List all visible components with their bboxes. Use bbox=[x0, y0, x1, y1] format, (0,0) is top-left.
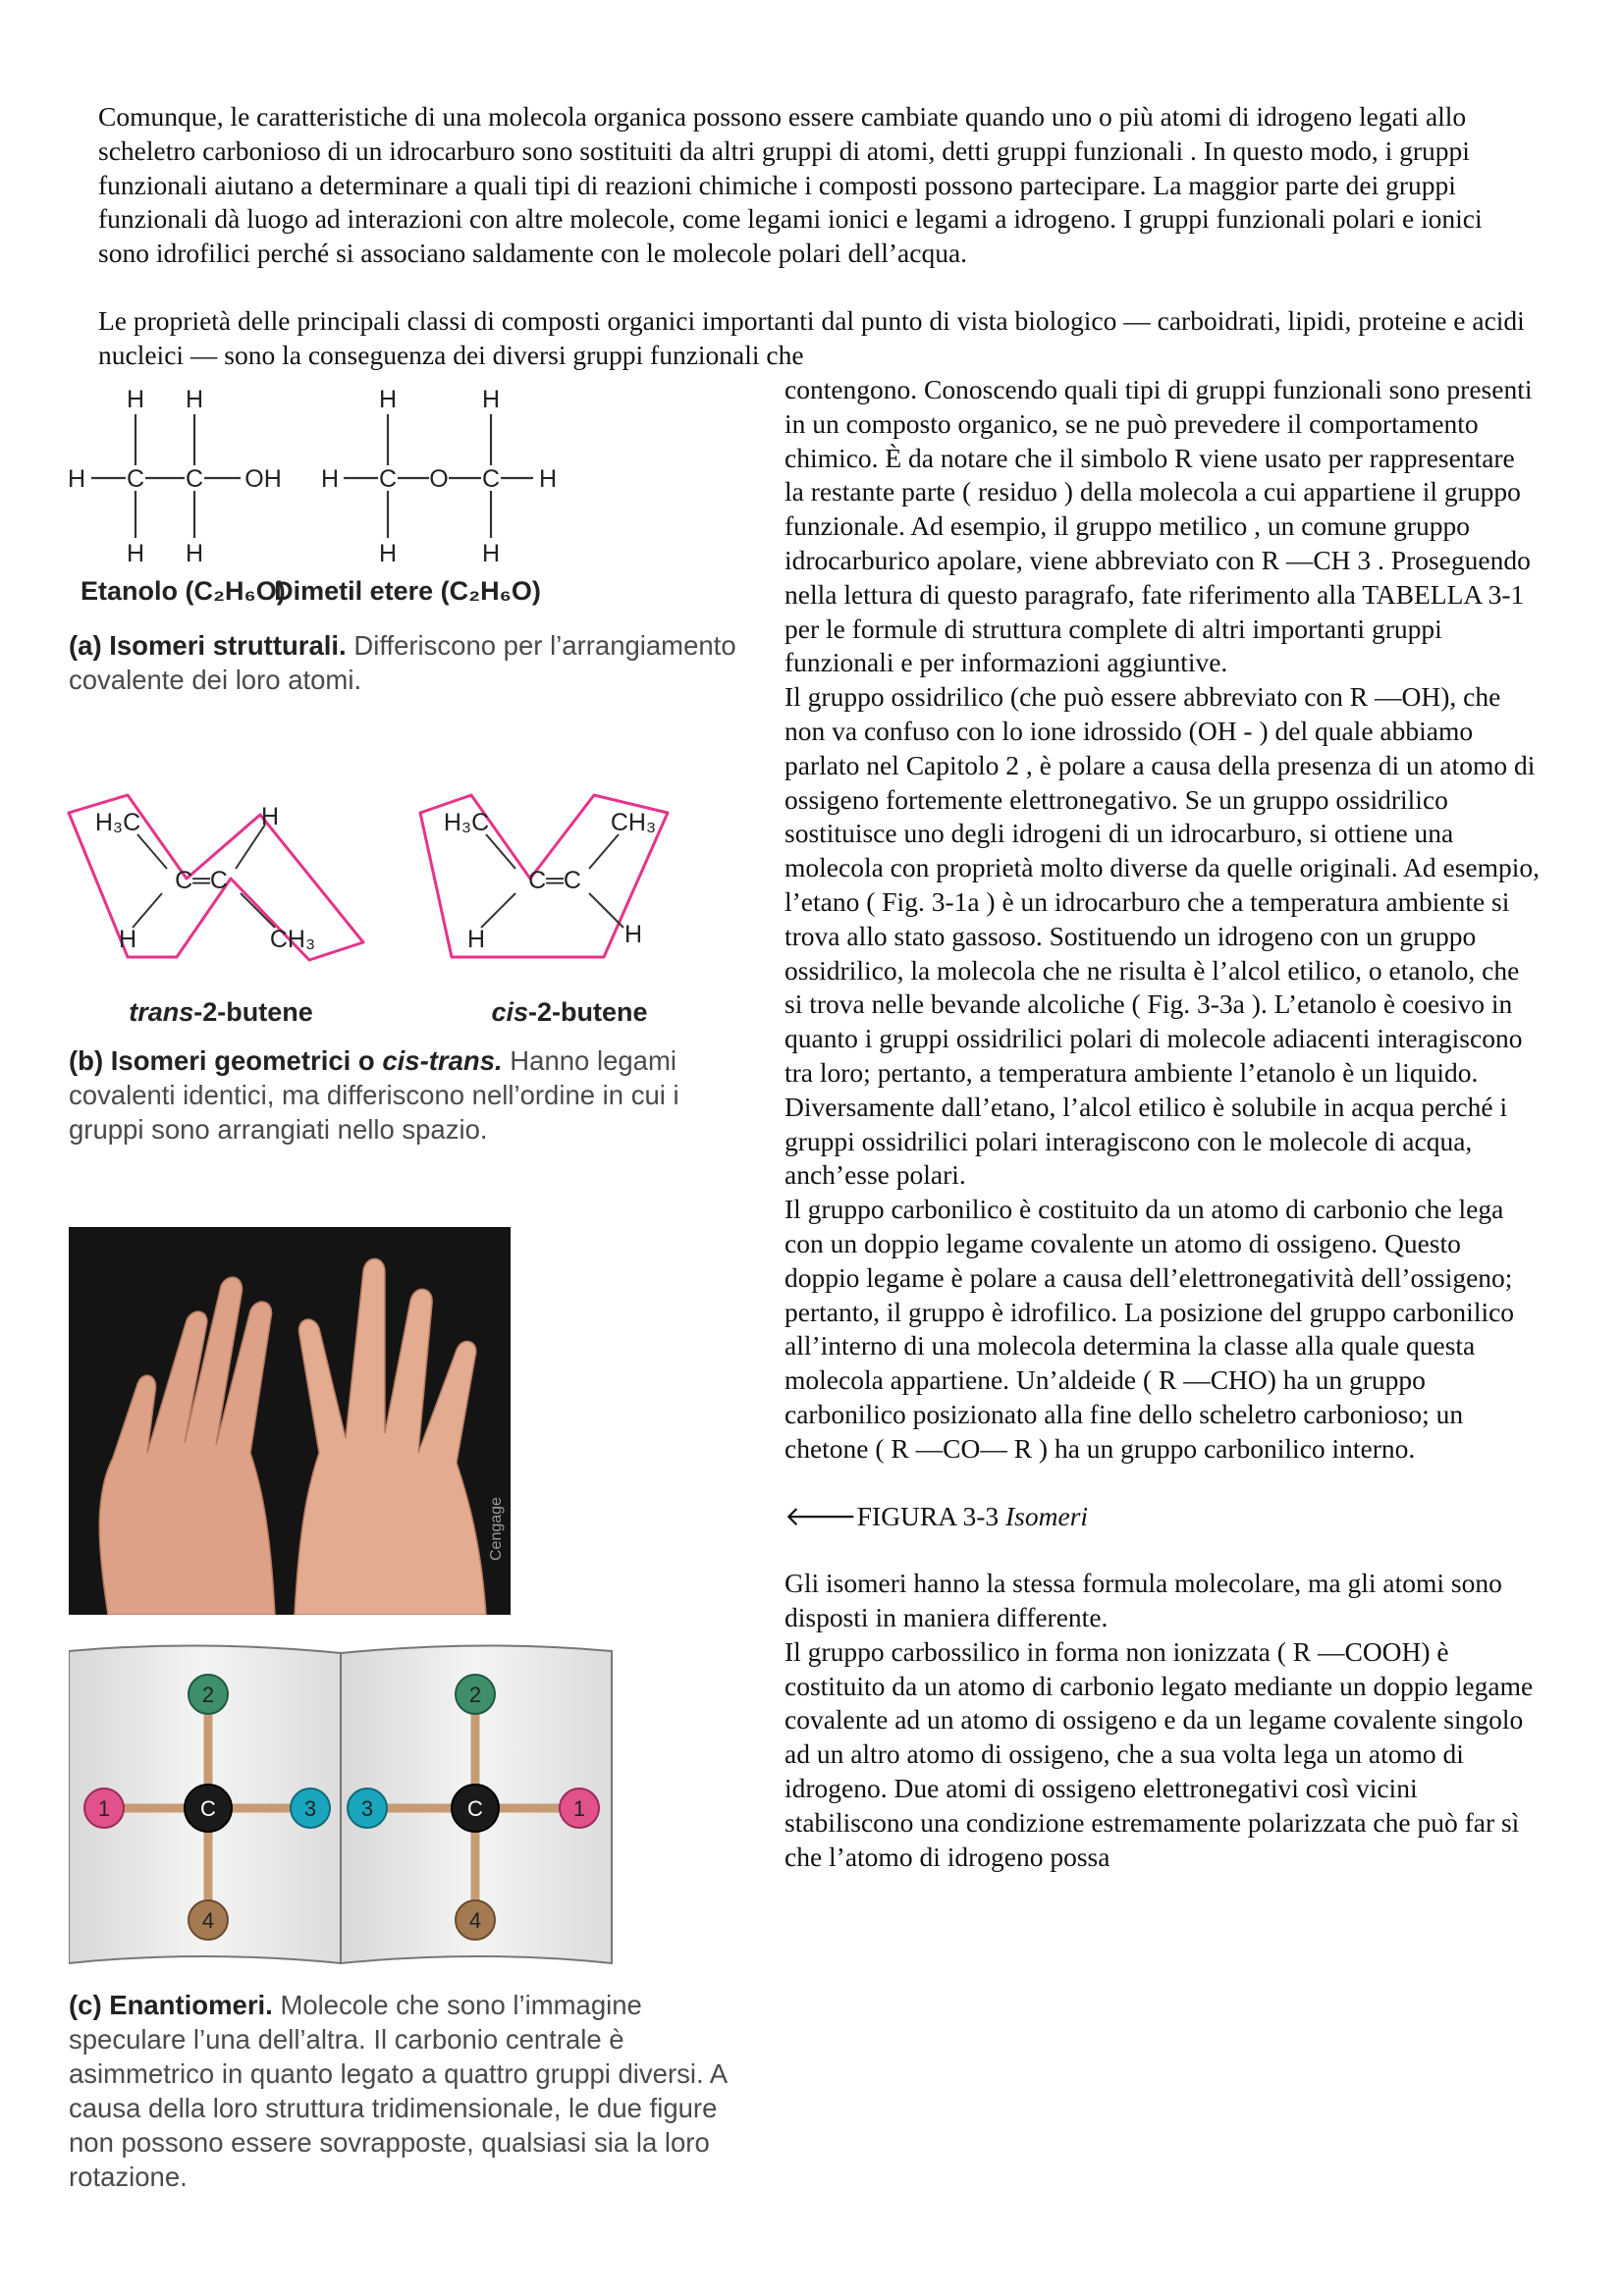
figure-a-structural-isomers bbox=[59, 383, 727, 618]
caption-a bbox=[69, 628, 756, 697]
ethanol-c1: C bbox=[126, 465, 145, 493]
ether-label: Dimetil etere (C₂H₆O) bbox=[274, 576, 541, 606]
left-label-4: 4 bbox=[201, 1908, 215, 1933]
ether-h-right: H bbox=[538, 465, 558, 493]
paragraph-isomers: Gli isomeri hanno la stessa formula molecolare, ma gli atomi sono disposti in maniera differente. bbox=[784, 1568, 1502, 1633]
caption-a-title: (a) Isomeri strutturali. bbox=[69, 630, 347, 661]
left-label-2: 2 bbox=[201, 1682, 215, 1707]
ethanol-label: Etanolo (C₂H₆O) bbox=[81, 576, 286, 606]
trans-h-bottom: H bbox=[118, 926, 137, 953]
cis-h-left: H bbox=[466, 926, 486, 953]
right-label-c: C bbox=[467, 1796, 483, 1821]
caption-b-text: Hanno legami covalenti identici, ma differiscono nell’ordine in cui i gruppi sono arrangiati nello spazio. bbox=[69, 1045, 679, 1145]
caption-b-title: (b) Isomeri geometrici o bbox=[69, 1045, 383, 1076]
cis-ch3: CH₃ bbox=[610, 809, 657, 836]
cis-cc: C═C bbox=[528, 867, 581, 894]
ethanol-h-top2: H bbox=[185, 386, 204, 413]
paragraph-properties-cont: contengono. Conoscendo quali tipi di gruppi funzionali sono presenti in un composto organico, se ne può prevedere il comportamento chimico. È da notare che il simbolo R viene usato per rappresentare la restante parte ( residuo ) della molecola a cui appartiene il gruppo funzionale. Ad esempio, il gruppo metilico , un comune gruppo idrocarburico apolare, viene abbreviato con R —CH 3 . Proseguendo nella lettura di questo paragrafo, fate riferimento alla TABELLA 3-1 per le formule di struttura complete di altri importanti gruppi funzionali e per informazioni aggiuntive. bbox=[784, 374, 1533, 678]
ether-o: O bbox=[429, 465, 449, 493]
caption-c bbox=[69, 1988, 756, 2194]
right-label-1: 1 bbox=[572, 1796, 586, 1821]
figure-reference-title: Isomeri bbox=[1005, 1500, 1089, 1531]
figure-reference bbox=[784, 1500, 1541, 1534]
ether-h-top1: H bbox=[378, 386, 398, 413]
photo-credit: Cengage bbox=[488, 1497, 505, 1561]
right-label-4: 4 bbox=[468, 1908, 482, 1933]
caption-a-text: Differiscono per l’arrangiamento covalente dei loro atomi. bbox=[69, 630, 736, 695]
right-label-2: 2 bbox=[468, 1682, 482, 1707]
ethanol-h-bot2: H bbox=[185, 540, 204, 567]
ether-h-top2: H bbox=[481, 386, 501, 413]
left-label-3: 3 bbox=[303, 1796, 317, 1821]
cis-h3c: H₃C bbox=[443, 809, 490, 836]
cis-label bbox=[491, 997, 647, 1027]
trans-ch3: CH₃ bbox=[269, 926, 316, 953]
trans-h-top: H bbox=[260, 803, 280, 830]
paragraph-properties-intro: Le proprietà delle principali classi di composti organici importanti dal punto di vista biologico — carboidrati, lipidi, proteine e acidi nucleici — sono la conseguenza dei diversi gruppi funzionali che bbox=[98, 305, 1525, 370]
cis-h-right: H bbox=[623, 921, 643, 948]
ethanol-h-left: H bbox=[67, 465, 86, 493]
hands-photo bbox=[69, 1227, 511, 1615]
ether-h-bot2: H bbox=[481, 540, 501, 567]
caption-c-title: (c) Enantiomeri. bbox=[69, 1990, 273, 2020]
ethanol-h-top1: H bbox=[126, 386, 145, 413]
ethanol-oh: OH bbox=[244, 465, 282, 493]
ether-c2: C bbox=[481, 465, 501, 493]
trans-h3c: H₃C bbox=[94, 809, 141, 836]
figure-reference-prefix: 🡐FIGURA 3-3 bbox=[784, 1500, 1006, 1531]
trans-label bbox=[129, 997, 313, 1027]
enantiomers-diagram bbox=[69, 1639, 619, 1973]
caption-b bbox=[69, 1043, 756, 1147]
ether-h-bot1: H bbox=[378, 540, 398, 567]
right-column bbox=[784, 373, 1541, 1874]
paragraph-functional-groups: Comunque, le caratteristiche di una molecola organica possono essere cambiate quando uno o più atomi di idrogeno legati allo scheletro carbonioso di un idrocarburo sono sostituiti da altri gruppi di atomi, detti gruppi funzionali . In questo modo, i gruppi funzionali aiutano a determinare a quali tipi di reazioni chimiche i composti possono partecipare. La maggior parte dei gruppi funzionali dà luogo ad interazioni con altre molecole, come legami ionici e legami a idrogeno. I gruppi funzionali polari e ionici sono idrofilici perché si associano saldamente con le molecole polari dell’acqua. bbox=[98, 101, 1483, 269]
ether-h-left: H bbox=[320, 465, 340, 493]
cis-label-rest: -2-butene bbox=[528, 997, 648, 1027]
caption-c-text: Molecole che sono l’immagine speculare l’una dell’altra. Il carbonio centrale è asimmetrico in quanto legato a quattro gruppi diversi. A causa della loro struttura tridimensionale, le due figure non possono essere sovrapposte, qualsiasi sia la loro rotazione. bbox=[69, 1990, 727, 2192]
right-label-3: 3 bbox=[360, 1796, 374, 1821]
trans-label-italic: trans bbox=[129, 997, 194, 1027]
paragraph-carbonyl: Il gruppo carbonilico è costituito da un atomo di carbonio che lega con un doppio legame covalente un atomo di ossigeno. Questo doppio legame è polare a causa dell’elettronegatività dell’ossigeno; pertanto, il gruppo è idrofilico. La posizione del gruppo carbonilico all’interno di una molecola determina la classe alla quale questa molecola appartiene. Un’aldeide ( R —CHO) ha un gruppo carbonilico posizionato alla fine dello scheletro carbonioso; un chetone ( R —CO— R ) ha un gruppo carbonilico interno. bbox=[784, 1194, 1515, 1464]
left-label-1: 1 bbox=[97, 1796, 111, 1821]
ethanol-c2: C bbox=[185, 465, 204, 493]
cis-label-italic: cis bbox=[491, 997, 529, 1027]
ethanol-h-bot1: H bbox=[126, 540, 145, 567]
caption-b-title-italic: cis-trans. bbox=[382, 1045, 503, 1076]
paragraph-hydroxyl: Il gruppo ossidrilico (che può essere abbreviato con R —OH), che non va confuso con lo ione idrossido (OH - ) del quale abbiamo parlato nel Capitolo 2 , è polare a causa della presenza di un atomo di ossigeno fortemente elettronegativo. Se un gruppo ossidrilico sostituisce uno degli idrogeni di un idrocarburo, si ottiene una molecola con proprietà molto diverse da quelle originali. Ad esempio, l’etano ( Fig. 3-1a ) è un idrocarburo che a temperatura ambiente si trova allo stato gassoso. Sostituendo un idrogeno con un gruppo ossidrilico, la molecola che ne risulta è l’alcol etilico, o etanolo, che si trova nelle bevande alcoliche ( Fig. 3-3a ). L’etanolo è coesivo in quanto i gruppi ossidrilici polari di molecole adiacenti interagiscono tra loro; pertanto, a temperatura ambiente l’etanolo è un liquido. Diversamente dall’etano, l’alcol etilico è solubile in acqua perché i gruppi ossidrilici polari interagiscono con le molecole di acqua, anch’esse polari. bbox=[784, 681, 1541, 1191]
figure-b-geometric-isomers bbox=[59, 785, 727, 1041]
ether-c1: C bbox=[378, 465, 398, 493]
paragraph-carboxyl: Il gruppo carbossilico in forma non ionizzata ( R —COOH) è costituito da un atomo di carbonio legato mediante un doppio legame covalente ad un atomo di ossigeno e da un legame covalente singolo ad un altro atomo di ossigeno, che a sua volta lega un atomo di idrogeno. Due atomi di ossigeno elettronegativi così vicini stabiliscono una condizione estremamente polarizzata che può far sì che l’atomo di idrogeno possa bbox=[784, 1635, 1534, 1872]
left-label-c: C bbox=[200, 1796, 216, 1821]
trans-label-rest: -2-butene bbox=[193, 997, 313, 1027]
trans-cc: C═C bbox=[175, 867, 228, 894]
ethanol-bonds bbox=[91, 414, 241, 538]
